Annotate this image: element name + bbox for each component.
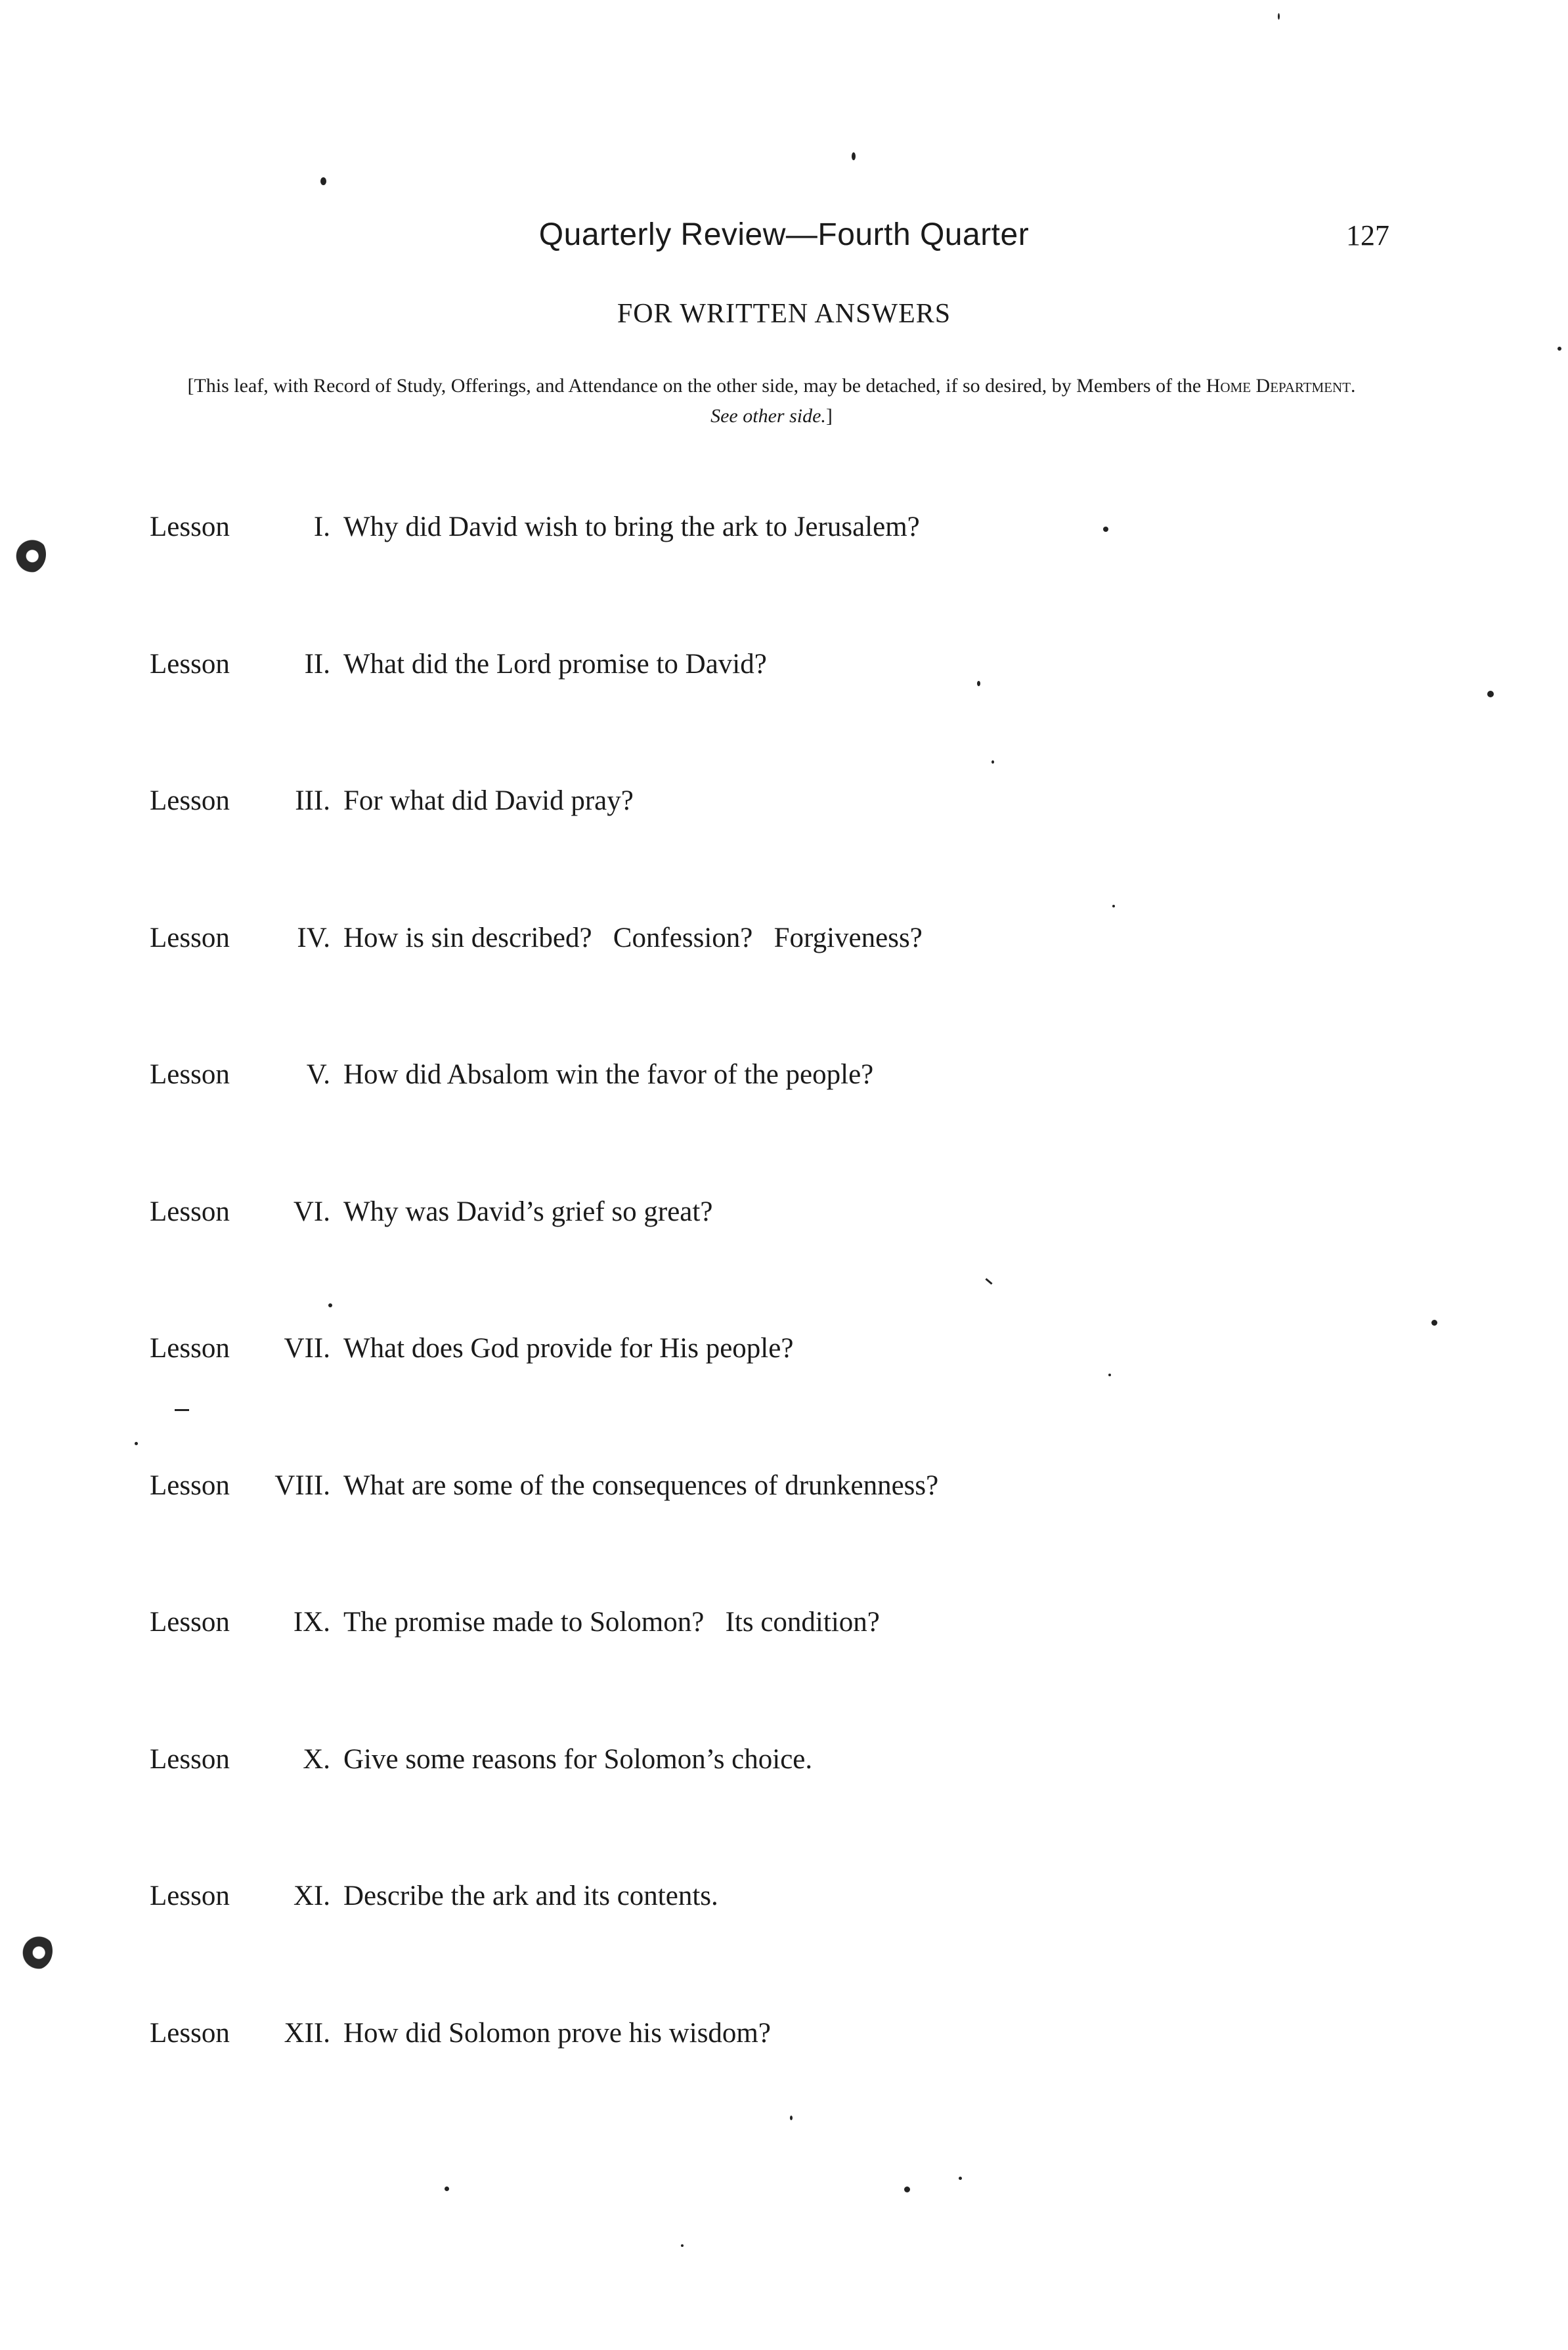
lesson-question: The promise made to Solomon? Its condition? xyxy=(343,1607,880,1638)
scan-speck xyxy=(320,177,326,185)
note-see-other-side: See other side. xyxy=(710,405,826,427)
note-text-1: [This leaf, with Record of Study, Offerings, and Attendance on the other side, may be detached, if so desired, by Members of the xyxy=(187,375,1206,397)
lesson-row xyxy=(0,781,1568,821)
scan-speck xyxy=(959,2177,962,2180)
lesson-row xyxy=(0,1740,1568,1779)
page-number: 127 xyxy=(1346,219,1389,251)
lesson-row xyxy=(0,1466,1568,1506)
lesson-row xyxy=(0,919,1568,958)
page-subtitle: FOR WRITTEN ANSWERS xyxy=(617,299,951,329)
page-title: Quarterly Review—Fourth Quarter xyxy=(538,217,1030,252)
lesson-question: How did Absalom win the favor of the people? xyxy=(343,1059,874,1090)
scan-speck xyxy=(328,1303,332,1307)
note-text-3: ] xyxy=(825,405,833,427)
scan-speck xyxy=(1557,347,1561,351)
punch-hole-mark xyxy=(18,1932,53,1970)
scan-speck xyxy=(1103,527,1108,532)
lesson-label: Lesson xyxy=(150,785,230,816)
lesson-question: What are some of the consequences of drunkenness? xyxy=(343,1470,939,1501)
scan-speck xyxy=(681,2244,684,2247)
lesson-row xyxy=(0,508,1568,547)
lesson-question: What did the Lord promise to David? xyxy=(343,649,767,680)
lesson-numeral: X. xyxy=(303,1744,330,1775)
lesson-label: Lesson xyxy=(150,1744,230,1775)
note-department: Home Department xyxy=(1206,375,1351,397)
punch-hole-mark xyxy=(12,535,46,573)
lesson-numeral: IV. xyxy=(297,923,330,953)
scan-speck xyxy=(175,1409,189,1411)
lesson-label: Lesson xyxy=(150,649,230,680)
lesson-numeral: XII. xyxy=(284,2018,330,2049)
scan-speck xyxy=(991,760,994,764)
scan-speck xyxy=(1108,1374,1111,1376)
lesson-label: Lesson xyxy=(150,923,230,953)
lesson-question: Why was David’s grief so great? xyxy=(343,1196,713,1227)
lesson-label: Lesson xyxy=(150,1196,230,1227)
lesson-numeral: III. xyxy=(295,785,330,816)
lesson-numeral: IX. xyxy=(293,1607,330,1638)
scan-speck xyxy=(904,2187,910,2192)
lesson-question: Why did David wish to bring the ark to Jerusalem? xyxy=(343,511,920,542)
lesson-question: For what did David pray? xyxy=(343,785,634,816)
lesson-question: How did Solomon prove his wisdom? xyxy=(343,2018,771,2049)
note-text-2: . xyxy=(1351,375,1356,397)
lesson-numeral: VII. xyxy=(284,1333,330,1364)
lesson-label: Lesson xyxy=(150,1881,230,1911)
lesson-label: Lesson xyxy=(150,511,230,542)
lesson-numeral: VIII. xyxy=(274,1470,330,1501)
lesson-numeral: XI. xyxy=(293,1881,330,1911)
lesson-numeral: V. xyxy=(306,1059,330,1090)
lesson-row xyxy=(0,1603,1568,1642)
scan-speck xyxy=(445,2187,449,2191)
lesson-row xyxy=(0,1055,1568,1095)
lesson-question: How is sin described? Confession? Forgiveness? xyxy=(343,923,923,953)
lesson-row xyxy=(0,1329,1568,1368)
scan-speck xyxy=(790,2116,793,2120)
lesson-label: Lesson xyxy=(150,2018,230,2049)
lesson-numeral: II. xyxy=(304,649,330,680)
lesson-row xyxy=(0,1877,1568,1916)
lesson-row xyxy=(0,1192,1568,1232)
scan-speck xyxy=(852,152,856,160)
lesson-row xyxy=(0,645,1568,684)
scan-speck xyxy=(135,1442,138,1445)
lesson-label: Lesson xyxy=(150,1470,230,1501)
scan-speck xyxy=(1112,905,1115,907)
lesson-question: Describe the ark and its contents. xyxy=(343,1881,718,1911)
scan-speck xyxy=(1487,691,1494,697)
lesson-label: Lesson xyxy=(150,1607,230,1638)
lesson-question: Give some reasons for Solomon’s choice. xyxy=(343,1744,813,1775)
lesson-numeral: I. xyxy=(313,511,330,542)
scan-speck xyxy=(1431,1320,1437,1326)
lesson-question: What does God provide for His people? xyxy=(343,1333,794,1364)
lesson-row xyxy=(0,2014,1568,2053)
scan-speck xyxy=(977,681,980,686)
lesson-label: Lesson xyxy=(150,1333,230,1364)
scan-speck xyxy=(1278,13,1280,20)
lesson-label: Lesson xyxy=(150,1059,230,1090)
lesson-numeral: VI. xyxy=(293,1196,330,1227)
